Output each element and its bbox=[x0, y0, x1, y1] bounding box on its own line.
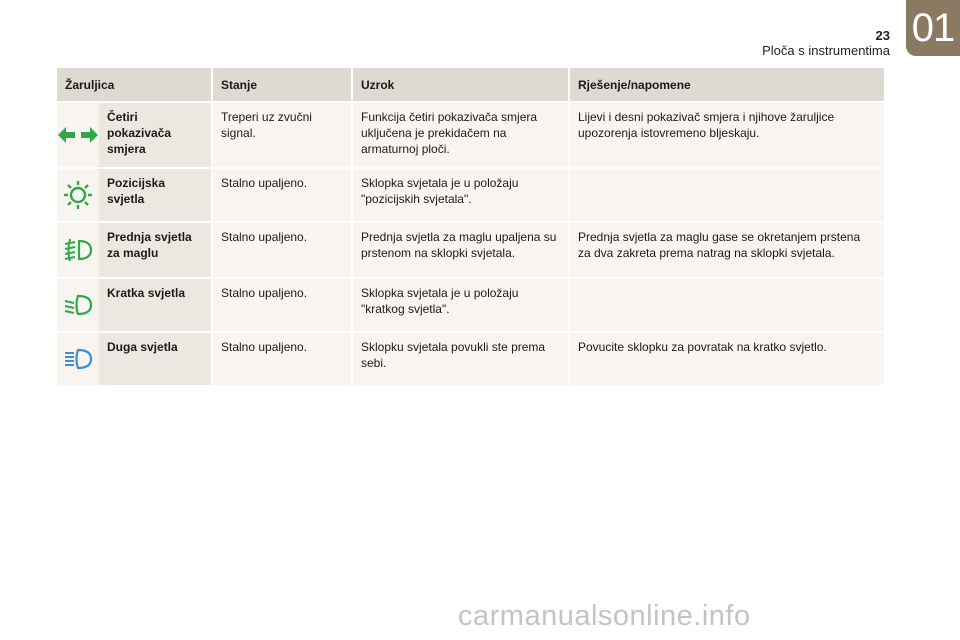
column-header-cause: Uzrok bbox=[353, 68, 570, 101]
lamp-note bbox=[570, 277, 884, 331]
icon-cell bbox=[57, 101, 99, 167]
lamp-note: Povucite sklopku za povratak na kratko svjetlo. bbox=[570, 331, 884, 385]
lamp-state: Stalno upaljeno. bbox=[213, 277, 353, 331]
lamp-state: Stalno upaljeno. bbox=[213, 331, 353, 385]
high-beam-icon bbox=[57, 346, 99, 372]
turn-signal-arrows-icon bbox=[57, 124, 99, 146]
lamp-state: Treperi uz zvučni signal. bbox=[213, 101, 353, 167]
page-number: 23 bbox=[875, 28, 890, 43]
lamp-cause: Sklopku svjetala povukli ste prema sebi. bbox=[353, 331, 570, 385]
lamp-name: Pozicijska svjetla bbox=[99, 167, 213, 221]
warning-lamps-table bbox=[57, 68, 884, 385]
lamp-cause: Funkcija četiri pokazivača smjera uključena je prekidačem na armaturnoj ploči. bbox=[353, 101, 570, 167]
low-beam-icon bbox=[57, 292, 99, 318]
lamp-name: Kratka svjetla bbox=[99, 277, 213, 331]
icon-cell bbox=[57, 331, 99, 385]
lamp-name: Prednja svjetla za maglu bbox=[99, 221, 213, 277]
lamp-cause: Sklopka svjetala je u položaju "kratkog svjetla". bbox=[353, 277, 570, 331]
table-row bbox=[57, 101, 884, 167]
column-header-state: Stanje bbox=[213, 68, 353, 101]
lamp-cause: Prednja svjetla za maglu upaljena su prstenom na sklopki svjetala. bbox=[353, 221, 570, 277]
table-row bbox=[57, 277, 884, 331]
table-row bbox=[57, 221, 884, 277]
table-row bbox=[57, 167, 884, 221]
lamp-state: Stalno upaljeno. bbox=[213, 167, 353, 221]
lamp-name: Duga svjetla bbox=[99, 331, 213, 385]
column-header-notes: Rješenje/napomene bbox=[570, 68, 884, 101]
table-row bbox=[57, 331, 884, 385]
lamp-note bbox=[570, 167, 884, 221]
lamp-cause: Sklopka svjetala je u položaju "pozicijskih svjetala". bbox=[353, 167, 570, 221]
icon-cell bbox=[57, 167, 99, 221]
icon-cell bbox=[57, 221, 99, 277]
column-header-lamp: Žaruljica bbox=[57, 68, 213, 101]
lamp-state: Stalno upaljeno. bbox=[213, 221, 353, 277]
lamp-note: Lijevi i desni pokazivač smjera i njihove žaruljice upozorenja istovremeno bljeskaju. bbox=[570, 101, 884, 167]
lamp-note: Prednja svjetla za maglu gase se okretanjem prstena za dva zakreta prema natrag na sklopki svjetala. bbox=[570, 221, 884, 277]
icon-cell bbox=[57, 277, 99, 331]
watermark: carmanualsonline.info bbox=[458, 600, 751, 632]
section-title: Ploča s instrumentima bbox=[762, 43, 890, 58]
position-lights-icon bbox=[57, 179, 99, 211]
lamp-name: Četiri pokazivača smjera bbox=[99, 101, 213, 167]
front-fog-light-icon bbox=[57, 236, 99, 264]
chapter-tab: 01 bbox=[906, 0, 960, 56]
table-header-row bbox=[57, 68, 884, 101]
